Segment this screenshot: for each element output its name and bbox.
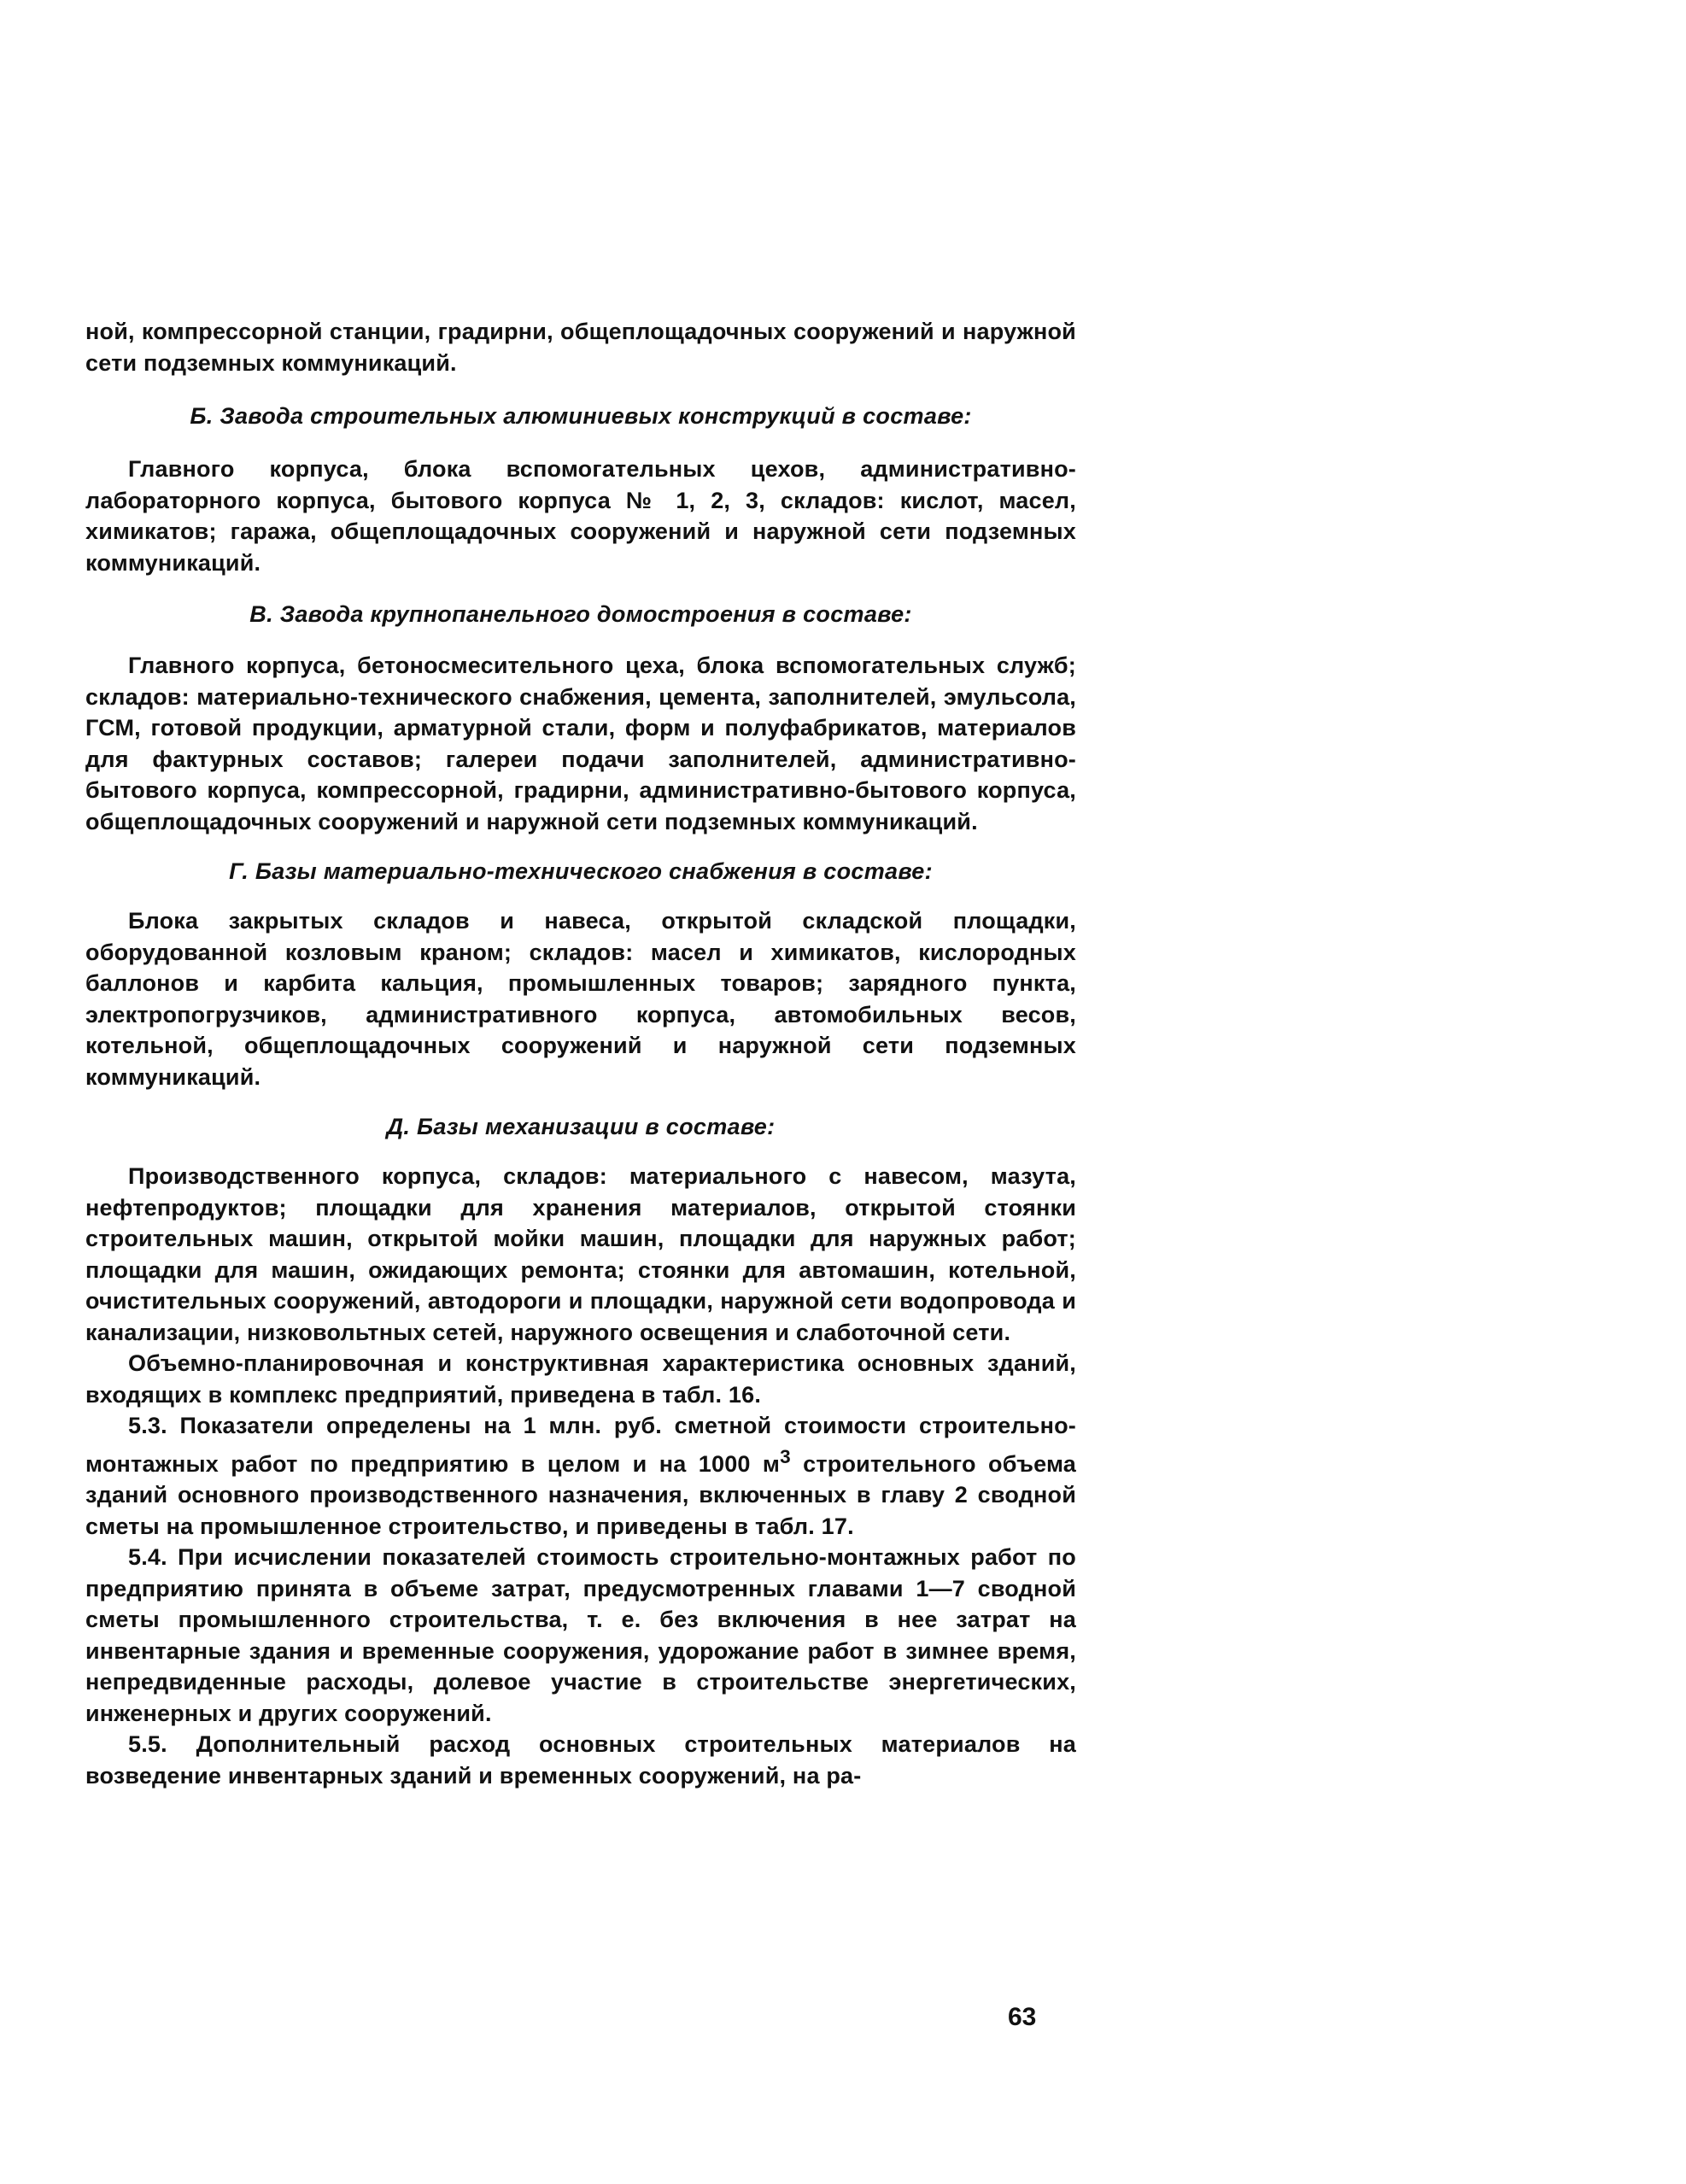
page-number: 63	[1008, 2003, 1037, 2031]
intro-paragraph: ной, компрессорной станции, градирни, общеплощадочных сооружений и наружной сети подземных коммуникаций.	[85, 319, 1076, 376]
paragraph-5-5: 5.5. Дополнительный расход основных строительных материалов на возведение инвентарных зданий и временных сооружений, на ра-	[85, 1731, 1076, 1789]
section-b-heading: Б. Завода строительных алюминиевых конструкций в составе:	[190, 403, 972, 429]
section-d-body: Производственного корпуса, складов: материального с навесом, мазута, нефтепродуктов; площадки для хранения материалов, открытой стоянки строительных машин, открытой мойки машин, площадки для наружных работ; площадки для машин, ожидающих ремонта; стоянки для автомашин, котельной, очистительных сооружений, автодороги и площадки, наружной сети водопровода и канализации, низковольтных сетей, наружного освещения и слаботочной сети.	[85, 1163, 1076, 1345]
section-d-heading: Д. Базы механизации в составе:	[386, 1114, 776, 1139]
page-body	[85, 316, 1076, 1791]
cubic-superscript: 3	[780, 1445, 791, 1467]
section-g-heading: Г. Базы материально-технического снабжения в составе:	[229, 858, 933, 884]
paragraph-5-3	[85, 1410, 1076, 1542]
section-g-body: Блока закрытых складов и навеса, открытой складской площадки, оборудованной козловым краном; складов: масел и химикатов, кислородных баллонов и карбита кальция, промышленных товаров; зарядного пункта, электропогрузчиков, административного корпуса, автомобильных весов, котельной, общеплощадочных сооружений и наружной сети подземных коммуникаций.	[85, 908, 1076, 1090]
section-b-body: Главного корпуса, блока вспомогательных цехов, административно-лабораторного корпуса, бытового корпуса № 1, 2, 3, складов: кислот, масел, химикатов; гаража, общеплощадочных сооружений и наружной сети подземных коммуникаций.	[85, 456, 1076, 576]
paragraph-5-3-start: 5.3. Показатели определены на 1 млн. руб. сметной стоимости строительно-монтажных работ по предприятию в целом и на 1000 м	[85, 1413, 1076, 1477]
paragraph-5-4: 5.4. При исчислении показателей стоимость строительно-монтажных работ по предприятию принята в объеме затрат, предусмотренных главами 1—7 сводной сметы промышленного строительства, т. е. без включения в нее затрат на инвентарные здания и временные сооружения, удорожание работ в зимнее время, непредвиденные расходы, долевое участие в строительстве энергетических, инженерных и других сооружений.	[85, 1544, 1076, 1726]
characteristics-paragraph: Объемно-планировочная и конструктивная характеристика основных зданий, входящих в комплекс предприятий, приведена в табл. 16.	[85, 1350, 1076, 1408]
paragraph-5-3-end: строительного объема зданий основного производственного назначения, включенных в главу 2 сводной сметы на промышленное строительство, и приведены в табл. 17.	[85, 1450, 1076, 1539]
section-v-body: Главного корпуса, бетоносмесительного цеха, блока вспомогательных служб; складов: материально-технического снабжения, цемента, заполнителей, эмульсола, ГСМ, готовой продукции, арматурной стали, форм и полуфабрикатов, материалов для фактурных составов; галереи подачи заполнителей, административно-бытового корпуса, компрессорной, градирни, административно-бытового корпуса, общеплощадочных сооружений и наружной сети подземных коммуникаций.	[85, 653, 1076, 834]
section-v-heading: В. Завода крупнопанельного домостроения в составе:	[249, 601, 912, 627]
